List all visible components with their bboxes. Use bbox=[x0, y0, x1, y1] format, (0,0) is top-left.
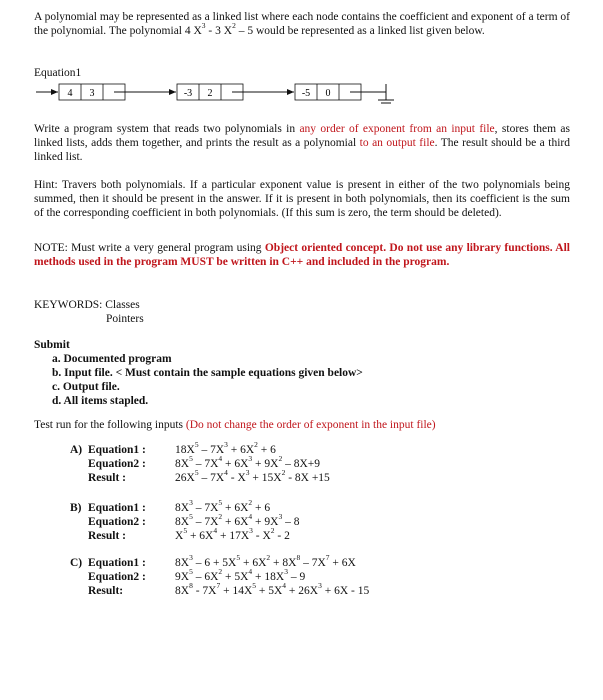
eq-term: + 6 bbox=[252, 502, 271, 514]
test-a-letter: A) bbox=[70, 444, 83, 456]
test-b-eq-2 bbox=[175, 512, 300, 529]
test-a-label-1: Equation1 : bbox=[88, 444, 146, 456]
eq-exponent: 5 bbox=[189, 454, 193, 464]
test-block-b bbox=[70, 498, 570, 542]
eq-term: + 6X bbox=[240, 557, 267, 569]
keywords-label: KEYWORDS: Classes bbox=[34, 299, 140, 311]
test-c-eq-1 bbox=[175, 553, 356, 570]
eq-exponent: 3 bbox=[249, 526, 253, 536]
eq-exponent: 4 bbox=[248, 567, 253, 577]
test-a-label-2: Equation2 : bbox=[88, 458, 146, 470]
node-2-exp: 2 bbox=[207, 88, 213, 99]
eq-term: + 6 bbox=[257, 444, 276, 456]
test-b-label-2: Equation2 : bbox=[88, 516, 146, 528]
node-1-coef: 4 bbox=[67, 88, 73, 99]
eq-exponent: 3 bbox=[248, 454, 253, 464]
eq-term: – 6 + 5X bbox=[192, 557, 237, 569]
eq-exponent: 8 bbox=[296, 553, 301, 563]
eq-exponent: 4 bbox=[224, 468, 228, 478]
eq-exponent: 4 bbox=[213, 526, 218, 536]
intro-exp-2: 2 bbox=[232, 21, 236, 31]
hint-paragraph: Hint: Travers both polynomials. If a particular exponent value is present in either of the two polynomials being summed, then it should be present in the answer. If it is present in both polynomials, then its coefficient is the sum of the corresponding coefficient in both polynomials. (If this sum is zero, the term should be deleted). bbox=[34, 179, 570, 219]
submit-title: Submit bbox=[34, 339, 70, 351]
eq-exponent: 8 bbox=[189, 581, 193, 591]
task-red-2: to an output file bbox=[359, 137, 435, 149]
eq-term: 8X bbox=[175, 458, 190, 470]
eq-exponent: 7 bbox=[325, 553, 330, 563]
submit-list bbox=[52, 352, 363, 408]
eq-term: – 7X bbox=[192, 516, 219, 528]
eq-term: + 9X bbox=[252, 516, 279, 528]
task-text-3: . The result should be a third linked list. bbox=[34, 137, 570, 163]
eq-exponent: 2 bbox=[218, 512, 223, 522]
task-red-1: any order of exponent from an input file bbox=[299, 123, 495, 135]
test-c-label-3: Result: bbox=[88, 585, 124, 597]
eq-term: - X bbox=[252, 530, 271, 542]
eq-term: - 2 bbox=[274, 530, 290, 542]
eq-term: – 7X bbox=[300, 557, 326, 569]
eq-exponent: 2 bbox=[270, 526, 275, 536]
test-c-letter: C) bbox=[70, 557, 83, 569]
keywords-second: Pointers bbox=[106, 313, 144, 325]
eq-term: + 26X bbox=[286, 585, 319, 597]
eq-term: + 15X bbox=[249, 472, 282, 484]
eq-term: + 6X bbox=[329, 557, 356, 569]
eq-exponent: 3 bbox=[245, 468, 250, 478]
node-1-exp: 3 bbox=[89, 88, 95, 99]
eq-term: + 5X bbox=[256, 585, 283, 597]
test-b-label-3: Result : bbox=[88, 530, 127, 542]
eq-term: – 7X bbox=[198, 444, 225, 456]
test-c-label-2: Equation2 : bbox=[88, 571, 146, 583]
eq-exponent: 4 bbox=[282, 581, 287, 591]
node-2-coef: -3 bbox=[183, 88, 193, 99]
eq-term: – 7X bbox=[192, 502, 219, 514]
eq-term: + 6X bbox=[222, 502, 249, 514]
eq-exponent: 5 bbox=[252, 581, 256, 591]
eq-term: 8X bbox=[175, 557, 190, 569]
eq-term: + 6X bbox=[222, 516, 249, 528]
eq-term: X bbox=[175, 530, 184, 542]
eq-term: - X bbox=[227, 472, 246, 484]
eq-term: + 8X bbox=[270, 557, 297, 569]
eq-exponent: 2 bbox=[248, 498, 253, 508]
eq-exponent: 2 bbox=[254, 440, 258, 450]
eq-term: 8X bbox=[175, 585, 190, 597]
eq-exponent: 3 bbox=[189, 498, 193, 508]
eq-term: + 6X bbox=[187, 530, 214, 542]
test-b-letter: B) bbox=[70, 502, 82, 514]
eq-term: + 5X bbox=[222, 571, 249, 583]
testrun-red: (Do not change the order of exponent in the input file) bbox=[185, 419, 436, 431]
test-a-label-3: Result : bbox=[88, 472, 127, 484]
eq-exponent: 5 bbox=[183, 526, 188, 536]
eq-exponent: 3 bbox=[284, 567, 288, 577]
task-text-2: , stores them as linked lists, adds them together, and prints the result as a polynomial bbox=[34, 123, 570, 149]
eq-term: + 6X bbox=[227, 444, 255, 456]
test-b-eq-3 bbox=[175, 526, 290, 543]
test-a-eq-3 bbox=[175, 468, 330, 485]
intro-exp-1: 3 bbox=[201, 21, 206, 31]
eq-term: 18X bbox=[175, 444, 195, 456]
eq-exponent: 3 bbox=[224, 440, 228, 450]
eq-term: + 6X bbox=[222, 458, 249, 470]
test-c-label-1: Equation1 : bbox=[88, 557, 146, 569]
eq-term: + 9X bbox=[252, 458, 279, 470]
eq-exponent: 3 bbox=[278, 512, 283, 522]
eq-exponent: 5 bbox=[194, 468, 199, 478]
intro-text-2: - 3 X bbox=[205, 25, 233, 37]
eq-exponent: 4 bbox=[248, 512, 253, 522]
eq-exponent: 2 bbox=[266, 553, 271, 563]
linked-list-diagram bbox=[34, 80, 404, 104]
eq-exponent: 7 bbox=[216, 581, 221, 591]
note-paragraph bbox=[34, 241, 570, 269]
diagram-label: Equation1 bbox=[34, 67, 82, 79]
eq-term: 8X bbox=[175, 516, 190, 528]
note-emphasis: Object oriented concept. Do not use any library functions. All methods used in the program MUST be written in C++ and included in the program. bbox=[34, 242, 570, 268]
eq-exponent: 5 bbox=[189, 567, 193, 577]
testrun-prefix: Test run for the following inputs bbox=[34, 419, 186, 431]
eq-exponent: 5 bbox=[236, 553, 241, 563]
eq-term: – 7X bbox=[192, 458, 219, 470]
eq-term: – 8X+9 bbox=[282, 458, 321, 470]
test-block-c bbox=[70, 553, 570, 597]
eq-term: + 6X - 15 bbox=[321, 585, 370, 597]
eq-term: – 8 bbox=[282, 516, 300, 528]
eq-term: 9X bbox=[175, 571, 190, 583]
submit-item-d: d. All items stapled. bbox=[52, 395, 149, 407]
eq-exponent: 2 bbox=[281, 468, 286, 478]
task-text-1: Write a program system that reads two polynomials in bbox=[34, 123, 300, 135]
eq-term: 8X bbox=[175, 502, 190, 514]
eq-exponent: 3 bbox=[189, 553, 193, 563]
test-block-a bbox=[70, 440, 570, 484]
eq-term: + 17X bbox=[217, 530, 250, 542]
eq-exponent: 4 bbox=[218, 454, 223, 464]
eq-term: – 6X bbox=[192, 571, 219, 583]
eq-exponent: 3 bbox=[318, 581, 322, 591]
intro-paragraph bbox=[34, 10, 570, 38]
eq-exponent: 5 bbox=[218, 498, 223, 508]
eq-exponent: 5 bbox=[194, 440, 199, 450]
eq-term: + 18X bbox=[252, 571, 285, 583]
submit-item-b: b. Input file. < Must contain the sample equations given below> bbox=[52, 367, 363, 379]
eq-exponent: 2 bbox=[218, 567, 223, 577]
eq-term: - 8X +15 bbox=[285, 472, 330, 484]
eq-term: – 9 bbox=[287, 571, 306, 583]
node-3-coef: -5 bbox=[301, 88, 311, 99]
testrun-heading bbox=[34, 418, 436, 432]
note-prefix: NOTE: Must write a very general program using bbox=[34, 242, 265, 254]
task-paragraph bbox=[34, 122, 570, 164]
eq-term: - 7X bbox=[192, 585, 217, 597]
eq-exponent: 5 bbox=[189, 512, 193, 522]
intro-text-1: A polynomial may be represented as a linked list where each node contains the coefficient and exponent of a term of the polynomial. The polynomial 4 X bbox=[34, 11, 570, 37]
submit-item-c: c. Output file. bbox=[52, 381, 120, 393]
eq-term: – 7X bbox=[198, 472, 225, 484]
submit-item-a: a. Documented program bbox=[52, 353, 172, 365]
intro-text-3: – 5 would be represented as a linked list given below. bbox=[235, 25, 485, 37]
eq-term: + 14X bbox=[220, 585, 253, 597]
node-3-exp: 0 bbox=[325, 88, 331, 99]
eq-exponent: 2 bbox=[278, 454, 283, 464]
test-b-label-1: Equation1 : bbox=[88, 502, 146, 514]
test-c-eq-3 bbox=[175, 581, 370, 598]
eq-term: 26X bbox=[175, 472, 195, 484]
